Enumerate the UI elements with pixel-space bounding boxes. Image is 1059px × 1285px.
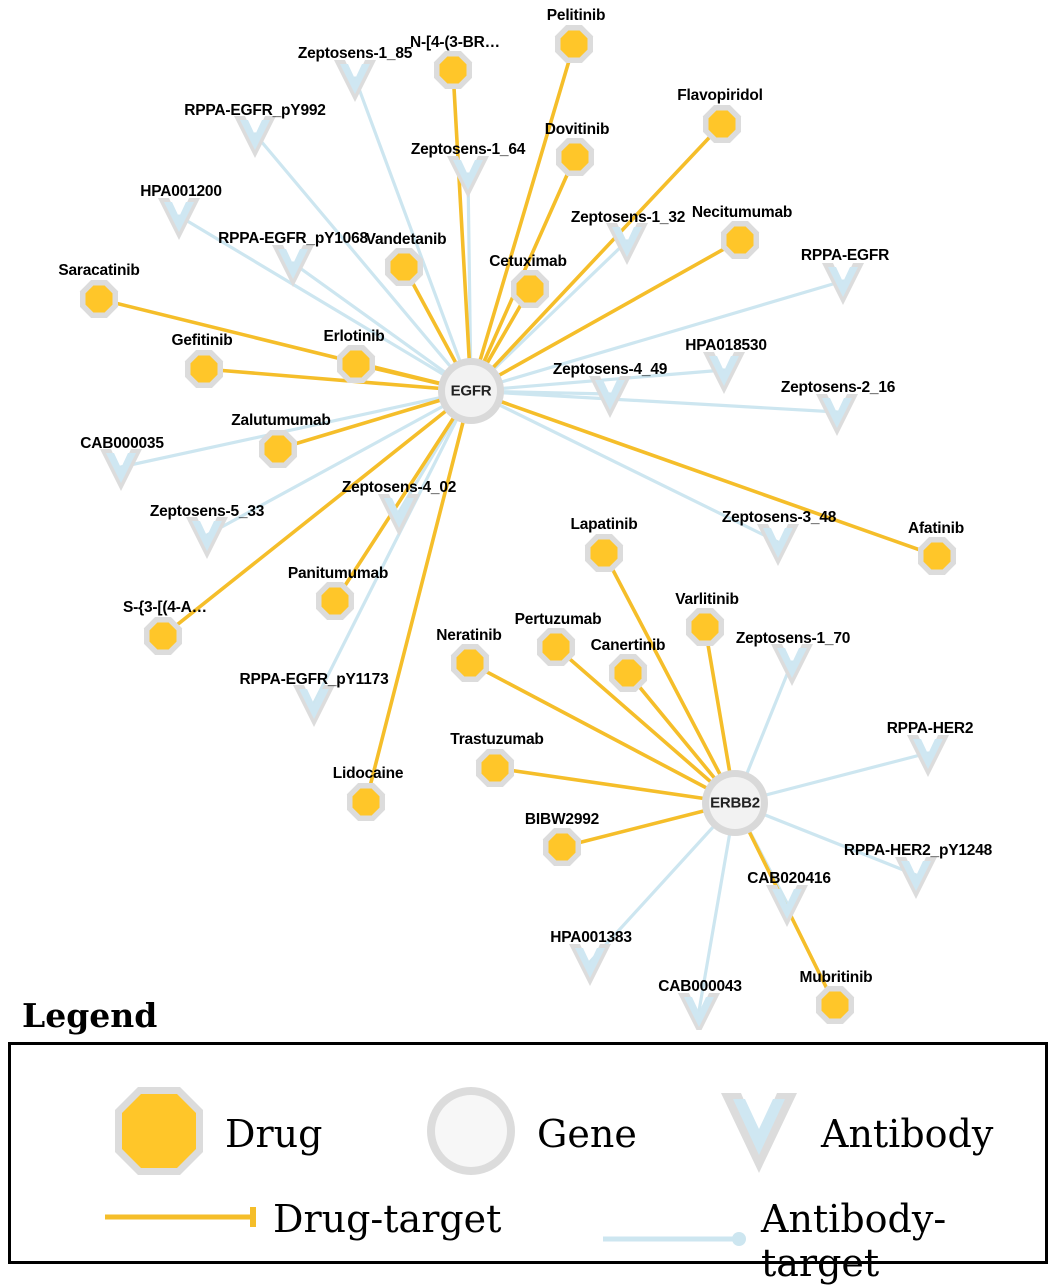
legend-label-gene: Gene bbox=[537, 1111, 637, 1156]
drug-target-edge-icon bbox=[103, 1202, 263, 1237]
drug-node bbox=[440, 57, 467, 84]
drug-node bbox=[709, 111, 736, 138]
antibody-node-label: Zeptosens-1_32 bbox=[570, 209, 686, 226]
drug-node-label: Vandetanib bbox=[365, 231, 447, 248]
drug-node bbox=[150, 623, 177, 650]
drug-node bbox=[457, 650, 484, 677]
drug-node bbox=[924, 543, 951, 570]
drug-node bbox=[562, 144, 589, 171]
antibody-node-label: Zeptosens-4_49 bbox=[552, 361, 668, 378]
drug-node-label: Lapatinib bbox=[570, 516, 638, 533]
drug-node bbox=[615, 660, 642, 687]
antibody-node-label: Zeptosens-4_02 bbox=[341, 479, 457, 496]
antibody-node-label: RPPA-EGFR_pY1173 bbox=[239, 671, 389, 688]
drug-node-label: Mubritinib bbox=[799, 969, 873, 986]
antibody-node-label: CAB020416 bbox=[747, 870, 831, 887]
drug-node-label: Lidocaine bbox=[332, 765, 404, 782]
gene-node-label: EGFR bbox=[450, 382, 492, 400]
drug-node bbox=[591, 540, 618, 567]
drug-node bbox=[265, 436, 292, 463]
legend bbox=[0, 996, 1059, 1285]
drug-node-label: Erlotinib bbox=[323, 328, 385, 345]
legend-item-drug-target bbox=[103, 1197, 501, 1241]
drug-node-label: Canertinib bbox=[590, 637, 666, 654]
drug-node-label: S-{3-[(4-A… bbox=[123, 599, 207, 616]
antibody-node-label: RPPA-EGFR bbox=[800, 247, 890, 264]
antibody-node-label: Zeptosens-2_16 bbox=[780, 379, 896, 396]
antibody-node-label: Zeptosens-3_48 bbox=[721, 509, 837, 526]
drug-node-label: Varlitinib bbox=[675, 591, 739, 608]
drug-node-label: Neratinib bbox=[436, 627, 502, 644]
antibody-node-label: HPA018530 bbox=[685, 337, 767, 354]
drug-node bbox=[517, 276, 544, 303]
antibody-node-label: CAB000043 bbox=[658, 978, 742, 995]
drug-node-label: Pertuzumab bbox=[514, 611, 602, 628]
legend-box bbox=[8, 1042, 1048, 1285]
legend-label-antibody-target: Antibody-target bbox=[761, 1197, 947, 1285]
legend-item-antibody bbox=[711, 1079, 993, 1188]
antibody-node-label: HPA001200 bbox=[140, 183, 222, 200]
drug-node bbox=[482, 755, 509, 782]
octagon-icon bbox=[107, 1079, 211, 1188]
circle-icon bbox=[419, 1079, 523, 1188]
drug-node-label: N-[4-(3-BR… bbox=[410, 34, 500, 51]
legend-item-antibody-target bbox=[601, 1197, 1045, 1285]
drug-node bbox=[692, 614, 719, 641]
antibody-node-label: Zeptosens-5_33 bbox=[149, 503, 265, 520]
drug-node bbox=[561, 31, 588, 58]
drug-node-label: Flavopiridol bbox=[677, 87, 763, 104]
drug-node-label: Panitumumab bbox=[287, 565, 389, 582]
drug-node bbox=[353, 789, 380, 816]
drug-node-label: Afatinib bbox=[907, 520, 965, 537]
chevron-icon bbox=[711, 1079, 807, 1188]
legend-title: Legend bbox=[22, 996, 158, 1035]
legend-item-gene bbox=[419, 1079, 637, 1188]
legend-label-antibody: Antibody bbox=[821, 1111, 994, 1156]
antibody-node-label: Zeptosens-1_64 bbox=[410, 141, 526, 158]
drug-node-label: Necitumumab bbox=[691, 204, 793, 221]
drug-node bbox=[191, 356, 218, 383]
drug-node bbox=[727, 227, 754, 254]
legend-node-row bbox=[11, 1071, 1045, 1181]
drug-node bbox=[86, 286, 113, 313]
drug-node bbox=[391, 254, 418, 281]
gene-node-label: ERBB2 bbox=[710, 794, 760, 812]
antibody-target-edge-icon bbox=[601, 1224, 751, 1259]
antibody-node-label: Zeptosens-1_85 bbox=[297, 45, 413, 62]
antibody-node-label: CAB000035 bbox=[80, 435, 164, 452]
drug-node-label: Saracatinib bbox=[58, 262, 140, 279]
antibody-node-label: RPPA-EGFR_pY992 bbox=[184, 102, 326, 119]
legend-label-drug-target: Drug-target bbox=[273, 1197, 502, 1241]
drug-node bbox=[543, 634, 570, 661]
legend-label-drug: Drug bbox=[225, 1111, 323, 1156]
antibody-node-label: RPPA-HER2_pY1248 bbox=[843, 842, 993, 859]
antibody-node-label: RPPA-HER2 bbox=[886, 720, 974, 737]
drug-node-label: BIBW2992 bbox=[524, 811, 600, 828]
drug-node bbox=[549, 834, 576, 861]
antibody-node-label: HPA001383 bbox=[550, 929, 632, 946]
legend-item-drug bbox=[107, 1079, 322, 1188]
drug-node-label: Zalutumumab bbox=[231, 412, 331, 429]
drug-node-label: Dovitinib bbox=[544, 121, 610, 138]
antibody-node-label: RPPA-EGFR_pY1068 bbox=[218, 230, 368, 247]
edge-layer bbox=[99, 44, 937, 1011]
drug-node bbox=[822, 992, 849, 1019]
drug-node-label: Trastuzumab bbox=[450, 731, 544, 748]
drug-node-label: Pelitinib bbox=[546, 7, 606, 24]
drug-node-label: Gefitinib bbox=[171, 332, 233, 349]
drug-node bbox=[343, 351, 370, 378]
drug-node-label: Cetuximab bbox=[489, 253, 567, 270]
legend-edge-row bbox=[11, 1197, 1045, 1285]
drug-node bbox=[322, 588, 349, 615]
antibody-node-label: Zeptosens-1_70 bbox=[735, 630, 851, 647]
